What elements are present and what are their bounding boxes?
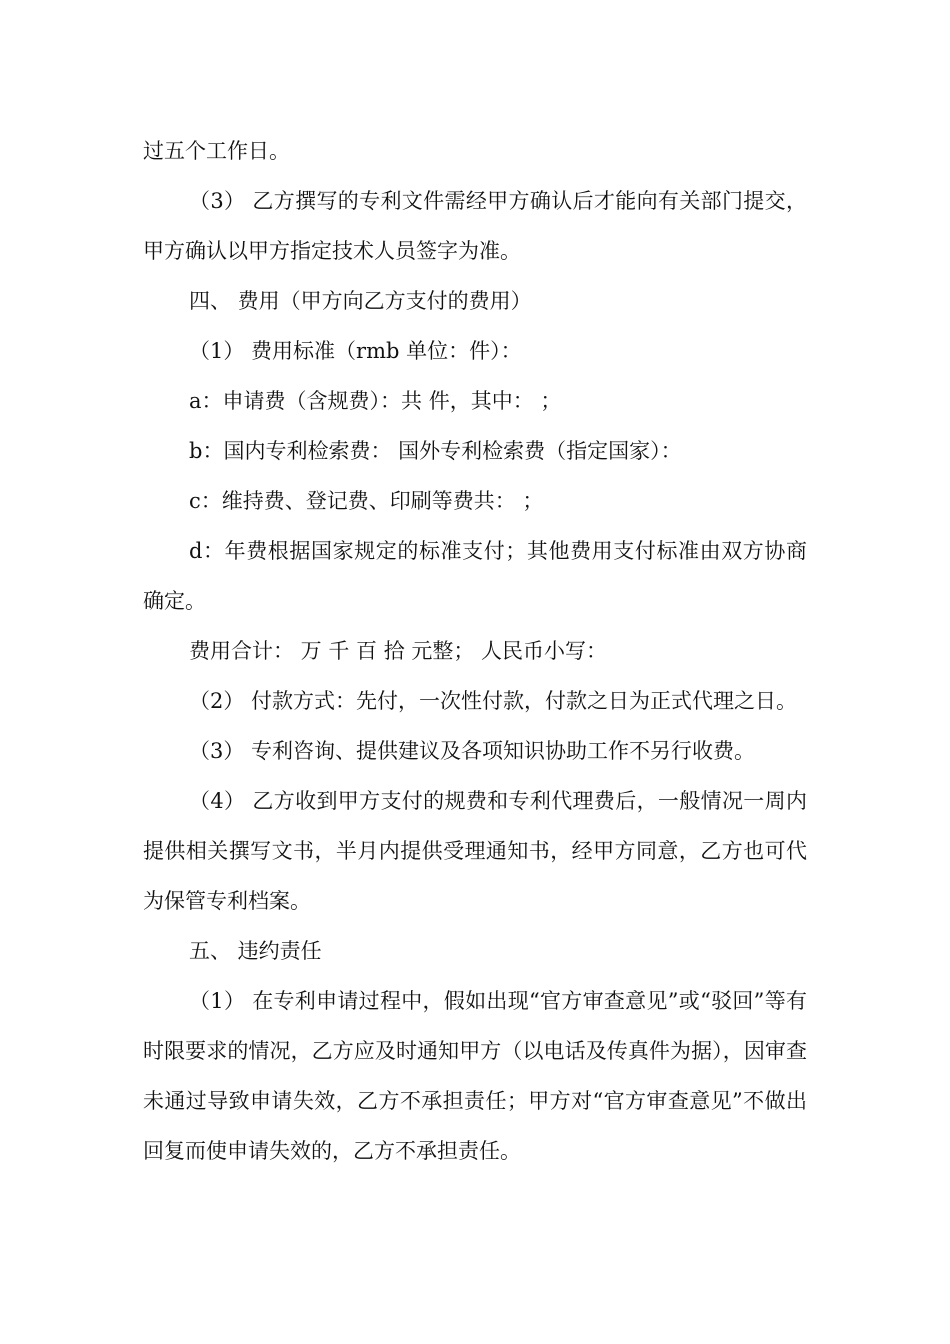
paragraph-consulting-free: （3） 专利咨询、提供建议及各项知识协助工作不另行收费。	[189, 739, 756, 763]
fee-item-b: b：国内专利检索费： 国外专利检索费（指定国家）：	[189, 439, 682, 463]
document-body	[143, 126, 807, 1176]
paragraph-documents-delivery: （4） 乙方收到甲方支付的规费和专利代理费后，一般情况一周内提供相关撰写文书，半月内提供受理通知书，经甲方同意，乙方也可代为保管专利档案。	[143, 789, 807, 913]
paragraph-liability-clause-1: （1） 在专利申请过程中，假如出现“官方审查意见”或“驳回”等有时限要求的情况，乙方应及时通知甲方（以电话及传真件为据），因审查未通过导致申请失效，乙方不承担责任；甲方对“官方审查意见”不做出回复而使申请失效的，乙方不承担责任。	[143, 989, 807, 1163]
paragraph-clause-3-confirmation: （3） 乙方撰写的专利文件需经甲方确认后才能向有关部门提交，甲方确认以甲方指定技术人员签字为准。	[143, 189, 807, 263]
fee-item-c: c：维持费、登记费、印刷等费共： ；	[189, 489, 544, 513]
paragraph-continuation: 过五个工作日。	[143, 139, 290, 163]
section-heading-liability: 五、 违约责任	[189, 939, 322, 963]
paragraph-fee-standard: （1） 费用标准（rmb 单位：件）：	[189, 339, 522, 363]
section-heading-fees: 四、 费用（甲方向乙方支付的费用）	[189, 289, 532, 313]
paragraph-payment-method: （2） 付款方式：先付，一次性付款，付款之日为正式代理之日。	[189, 689, 798, 713]
fee-total: 费用合计： 万 千 百 拾 元整； 人民币小写：	[189, 639, 608, 663]
fee-item-d: d：年费根据国家规定的标准支付；其他费用支付标准由双方协商确定。	[143, 539, 807, 613]
fee-item-a: a：申请费（含规费）：共 件，其中： ；	[189, 389, 562, 413]
